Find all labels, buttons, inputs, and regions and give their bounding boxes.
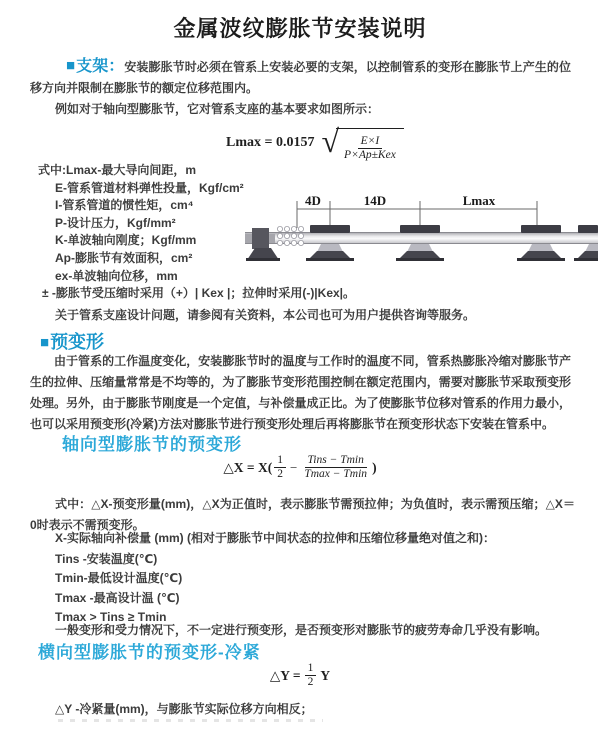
temperature-definitions-list — [55, 550, 182, 628]
temperature-line: Tins -安装温度(℃) — [55, 552, 158, 566]
dimension-label-4d: 4D — [305, 193, 321, 208]
axial-formula — [0, 454, 600, 481]
pipe-support-diagram — [245, 192, 598, 272]
temperature-fraction: $\frac{\text{Tins − Tmin}}{Tmax - Tmin}$ — [304, 454, 368, 480]
predeform-section-heading: ■预变形 — [40, 332, 105, 352]
support-example-line: 例如对于轴向型膨胀节，它对管系支座的基本要求如图所示： — [55, 102, 380, 116]
section-square-icon: ■ — [66, 57, 76, 74]
lateral-subsection-heading: 横向型膨胀节的预变形-冷紧 — [38, 643, 261, 662]
lateral-formula — [0, 662, 600, 689]
variable-line: ex-单波轴向位移，mm — [55, 268, 178, 283]
pipe — [245, 232, 598, 244]
lmax-formula-lhs: Lmax = 0.0157 — [226, 135, 315, 150]
temperature-line: Tmin-最低设计温度(℃) — [55, 571, 183, 586]
one-half-fraction: $\frac{1}{2}$ — [274, 454, 286, 481]
variable-line: 关于管系支座设计问题，请参阅有关资料，本公司也可为用户提供咨询等服务。 — [55, 307, 476, 322]
one-half-fraction: $\frac{1}{2}$ — [305, 662, 317, 689]
minus-sign: − — [290, 459, 298, 475]
variable-line: P-设计压力，Kgf/mm² — [55, 215, 176, 230]
variable-line: 式中:Lmax-最大导向间距，m — [38, 163, 197, 177]
dimension-label-lmax: Lmax — [462, 193, 496, 208]
predeform-paragraph: 由于管系的工作温度变化，安装膨胀节时的温度与工作时的温度不同，管系热膨胀冷缩对膨胀节产生的拉伸、压缩量常常是不均等的，为了膨胀节变形范围控制在额定范围内，需要对膨胀节采取预变形处理。另外，由于膨胀节刚度是一个定值，与补偿量成正比。为了使膨胀节位移对管系的作用力最小，也可以采用预变形(冷紧)方法对膨胀节进行预变形处理后再将膨胀节在预变形状态下安装在管系中。 — [30, 354, 571, 431]
temperature-line: Tmax > Tins ≥ Tmin — [55, 610, 167, 625]
y-definition-line: △Y -冷紧量(mm)，与膨胀节实际位移方向相反； — [55, 702, 313, 716]
support-intro-paragraph — [30, 55, 571, 99]
variable-line: Ap-膨胀节有效面积，cm² — [55, 250, 193, 265]
variable-line: I-管系管道的惯性矩，cm⁴ — [55, 198, 194, 213]
cutoff-text-remnant — [58, 719, 323, 722]
support-intro-text: 安装膨胀节时必须在管系上安装必要的支架，以控制管系的变形在膨胀节上产生的位移方向并限制在膨胀节的额定位移范围内。 — [30, 60, 571, 95]
axial-subsection-heading: 轴向型膨胀节的预变形 — [62, 435, 242, 454]
lateral-formula-prefix: △Y = — [269, 667, 301, 683]
variable-line: ± -膨胀节受压缩时采用（+）| Kex |；拉伸时采用(-)|Kex|。 — [42, 286, 356, 301]
axial-formula-prefix: △X = X( — [223, 459, 273, 475]
temperature-line: Tmax -最高设计温 (℃) — [55, 590, 180, 605]
page-title: 金属波纹膨胀节安装说明 — [173, 16, 427, 41]
axial-explanation: 式中：△X-预变形量(mm)，△X为正值时，表示膨胀节需预拉伸；为负值时，表示需预压缩；△X＝0时表示不需预变形。 — [30, 497, 575, 532]
lateral-formula-suffix: Y — [320, 667, 331, 683]
variable-line: E-管系管道材料弹性投量，Kgf/cm² — [55, 180, 244, 195]
support-section-heading: ■支架： — [66, 57, 125, 75]
variable-line: K-单波轴向刚度；Kgf/mm — [55, 233, 197, 248]
lmax-formula — [226, 124, 404, 162]
dimension-labels — [305, 193, 496, 208]
lmax-formula-fraction: $\frac{E\times I}{\text{P×Ap±Kex}}$ — [344, 135, 396, 161]
predeform-note-line: 一般变形和受力情况下，不一定进行预变形，是否预变形对膨胀节的疲劳寿命几乎没有影响。 — [55, 623, 548, 637]
axial-formula-suffix: ) — [372, 459, 377, 475]
sqrt-radical — [321, 124, 403, 162]
section-square-icon: ■ — [40, 334, 50, 351]
x-definition-line: X-实际轴向补偿量 (mm) (相对于膨胀节中间状态的拉伸和压缩位移量绝对值之和)： — [55, 531, 495, 545]
dimension-label-14d: 14D — [363, 193, 387, 208]
sqrt-symbol: √ — [321, 123, 340, 159]
dimension-lines — [297, 201, 537, 228]
